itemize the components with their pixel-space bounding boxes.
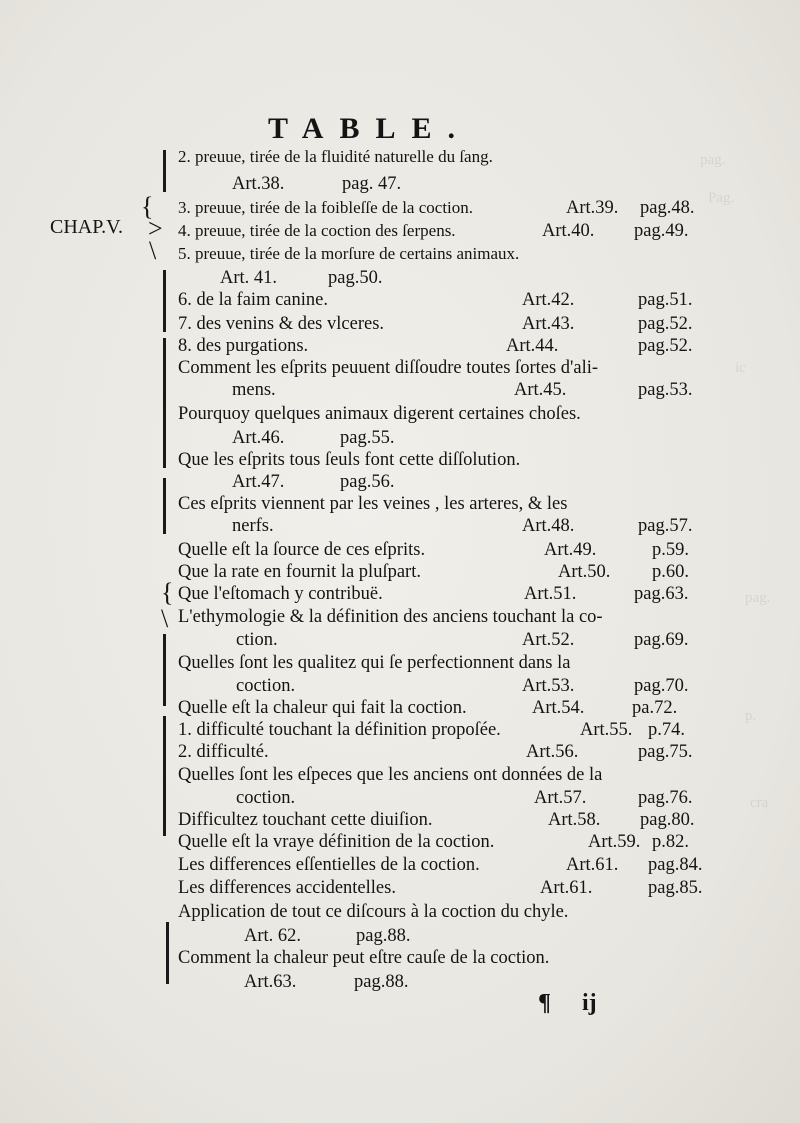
entry-page: p.74.: [648, 720, 685, 740]
entry-text: 8. des purgations.: [178, 336, 309, 356]
toc-entry: [178, 288, 718, 312]
entry-page: pag.52.: [638, 336, 693, 356]
entry-art: Art.47.: [232, 472, 285, 492]
entry-art: Art.42.: [522, 290, 575, 310]
toc-entry: [178, 786, 718, 810]
entry-page: pag.56.: [340, 472, 395, 492]
brace: \: [161, 604, 169, 633]
entry-art: Art.55.: [580, 720, 633, 740]
toc-entry: [218, 470, 758, 494]
entry-page: p.59.: [652, 540, 689, 560]
toc-entry: [178, 145, 718, 169]
entry-art: Art.48.: [522, 516, 575, 536]
toc-entry: [178, 696, 718, 720]
entry-text: 5. preuue, tirée de la morſure de certains animaux.: [178, 244, 520, 263]
toc-entry: [178, 242, 718, 266]
entry-text: Difficultez touchant cette diuiſion.: [178, 810, 433, 830]
entry-text: mens.: [232, 380, 276, 400]
entry-page: pag.48.: [640, 198, 695, 218]
entry-text: Comment la chaleur peut eſtre cauſe de la coction.: [178, 948, 550, 968]
entry-page: pag.75.: [638, 742, 693, 762]
brace: {: [161, 578, 174, 607]
entry-art: Art.51.: [524, 584, 577, 604]
entry-art: Art.56.: [526, 742, 579, 762]
entry-text: 3. preuue, tirée de la foibleſſe de la coction.: [178, 198, 474, 217]
entry-art: Art. 41.: [220, 268, 278, 288]
entry-text: 2. preuue, tirée de la fluidité naturelle du ſang.: [178, 147, 493, 166]
toc-entry: [178, 605, 718, 629]
toc-entry: [178, 492, 718, 516]
entry-page: pag.63.: [634, 584, 689, 604]
entry-art: Art.63.: [244, 972, 297, 992]
entry-art: Art.40.: [542, 221, 595, 241]
entry-art: Art.53.: [522, 676, 575, 696]
entry-text: coction.: [236, 676, 296, 696]
entry-page: pa.72.: [632, 698, 678, 718]
entry-text: Que les eſprits tous ſeuls font cette diſſolution.: [178, 450, 521, 470]
toc-entry: [178, 900, 718, 924]
bracket-rule: [163, 634, 166, 706]
entry-text: coction.: [236, 788, 296, 808]
entry-art: Art.46.: [232, 428, 285, 448]
entry-page: pag.57.: [638, 516, 693, 536]
entry-page: pag.85.: [648, 878, 703, 898]
entry-text: Quelles ſont les eſpeces que les anciens ont données de la: [178, 765, 603, 785]
entry-page: pag.84.: [648, 855, 703, 875]
entry-art: Art.38.: [232, 174, 285, 194]
entry-art: Art.45.: [514, 380, 567, 400]
entry-page: pag.52.: [638, 314, 693, 334]
toc-entry: [218, 172, 758, 196]
entry-text: Comment les eſprits peuuent diſſoudre toutes ſortes d'ali-: [178, 358, 599, 378]
entry-page: pag.50.: [328, 268, 383, 288]
entry-text: Ces eſprits viennent par les veines , les arteres, & les: [178, 494, 568, 514]
entry-art: Art.57.: [534, 788, 587, 808]
entry-art: Art.52.: [522, 630, 575, 650]
entry-art: Art.61.: [540, 878, 593, 898]
entry-page: pag.88.: [356, 926, 411, 946]
entry-page: pag.76.: [638, 788, 693, 808]
toc-entry: [218, 266, 758, 290]
bracket-rule: [163, 478, 166, 534]
page-title: TABLE.: [268, 112, 471, 145]
entry-text: 4. preuue, tirée de la coction des ſerpens.: [178, 221, 456, 240]
entry-text: L'ethymologie & la définition des anciens touchant la co-: [178, 607, 603, 627]
page: pag. Pag. ic pag. p. cra TABLE. CHAP.V. { > \ { \ 2. preuue, tirée de la fluidité naturelle du ſang. Art.38. pag. 47. 3. preuue, tirée de la foibleſſe de la coction. Art.39. pag.48. 4. preuue, tirée de la coction des ſerpens. Art.40. pag.49. 5. preuue, tirée de la morſure de certains animaux. Art. 41. pag.50. 6. de la faim canine. Art.42. pag.51. 7. des venins & des vlceres. Art.43. pag.52. 8. des purgations. Art.44. pag.52. Comment les eſprits peuuent diſſoudre toutes ſortes d'ali- mens. Art.45. pag.53. Pourquoy quelques animaux digerent certaines choſes. Art.46. pag.55. Que les eſprits tous ſeuls font cette diſſolution. Art.47. pag.56. Ces eſprits viennent par les veines , les arteres, & les nerfs. Art.48. pag.57. Quelle eſt la ſource de ces eſprits. Art.49. p.59. Que la rate en fournit la pluſpart. Art.50. p.60. Que l'eſtomach y contribuë. Art.51. pag.63. L'ethymologie & la définition des anciens touchant la co- ction. Art.52. pag.69. Quelles ſont les qualitez qui ſe perfectionnent dans la coction. Art.53. pag.70. Quelle eſt la chaleur qui fait la coction. Art.54. pa.72. 1. difficulté touchant la définition propoſée. Art.55. p.74. 2. difficulté. Art.56. pag.75. Quelles ſont les eſpeces que les anciens ont données de la coction. Art.57. pag.76. Difficultez touchant cette diuiſion. Art.58. pag.80. Quelle eſt la vraye définition de la coction. Art.59. p.82. Les differences eſſentielles de la coction. Art.61. pag.84. Les differences accidentelles. Art.61. pag.85. Application de tout ce diſcours à la coction du chyle. Art. 62. pag.88. Comment la chaleur peut eſtre cauſe de la coction. Art.63. pag.88. ¶ ij: [0, 0, 800, 1123]
toc-entry: [178, 740, 718, 764]
bracket-rule: [166, 922, 169, 984]
toc-entry: [178, 718, 718, 742]
entry-text: nerfs.: [232, 516, 274, 536]
toc-entry: [178, 946, 718, 970]
brace: \: [149, 236, 157, 265]
entry-art: Art.61.: [566, 855, 619, 875]
entry-page: pag.53.: [638, 380, 693, 400]
entry-art: Art.39.: [566, 198, 619, 218]
toc-entry: [178, 378, 718, 402]
entry-text: 6. de la faim canine.: [178, 290, 328, 310]
entry-art: Art. 62.: [244, 926, 302, 946]
entry-text: ction.: [236, 630, 278, 650]
entry-art: Art.43.: [522, 314, 575, 334]
toc-entry: [218, 426, 758, 450]
toc-entry: [218, 924, 758, 948]
bracket-rule: [163, 716, 166, 836]
entry-text: 1. difficulté touchant la définition propoſée.: [178, 720, 501, 740]
toc-entry: [178, 876, 718, 900]
chapter-label: CHAP.V.: [50, 216, 123, 238]
toc-entry: [178, 402, 718, 426]
brace: {: [141, 192, 154, 221]
toc-entry: [178, 853, 718, 877]
toc-entry: [178, 196, 718, 220]
toc-entry: [178, 538, 718, 562]
bracket-rule: [163, 338, 166, 468]
entry-page: p.82.: [652, 832, 689, 852]
toc-entry: [178, 334, 718, 358]
toc-entry: [178, 674, 718, 698]
entry-page: pag.69.: [634, 630, 689, 650]
entry-text: Pourquoy quelques animaux digerent certaines choſes.: [178, 404, 581, 424]
entry-page: pag. 47.: [342, 174, 402, 194]
entry-text: Les differences eſſentielles de la coction.: [178, 855, 480, 875]
entry-art: Art.44.: [506, 336, 559, 356]
entry-art: Art.50.: [558, 562, 611, 582]
toc-entry: [178, 651, 718, 675]
entry-art: Art.54.: [532, 698, 585, 718]
entry-text: Quelle eſt la ſource de ces eſprits.: [178, 540, 426, 560]
toc-entry: [178, 808, 718, 832]
toc-entry: [178, 312, 718, 336]
toc-entry: [178, 560, 718, 584]
entry-art: Art.58.: [548, 810, 601, 830]
entry-text: Quelle eſt la chaleur qui fait la coction.: [178, 698, 467, 718]
toc-entry: [178, 219, 718, 243]
entry-text: Que l'eſtomach y contribuë.: [178, 584, 383, 604]
entry-text: Quelle eſt la vraye définition de la coction.: [178, 832, 495, 852]
toc-entry: [178, 356, 718, 380]
entry-text: Les differences accidentelles.: [178, 878, 396, 898]
entry-page: pag.51.: [638, 290, 693, 310]
entry-text: 7. des venins & des vlceres.: [178, 314, 385, 334]
entry-page: pag.88.: [354, 972, 409, 992]
entry-text: Que la rate en fournit la pluſpart.: [178, 562, 421, 582]
toc-entry: [178, 448, 718, 472]
toc-entry: [218, 970, 758, 994]
toc-entry: [178, 628, 718, 652]
toc-entry: [178, 514, 718, 538]
entry-art: Art.59.: [588, 832, 641, 852]
entry-text: Quelles ſont les qualitez qui ſe perfectionnent dans la: [178, 653, 571, 673]
entry-page: pag.49.: [634, 221, 689, 241]
entry-page: pag.55.: [340, 428, 395, 448]
entry-page: pag.80.: [640, 810, 695, 830]
entry-art: Art.49.: [544, 540, 597, 560]
entry-page: p.60.: [652, 562, 689, 582]
toc-entry: [178, 582, 718, 606]
signature-mark: ¶: [538, 990, 551, 1016]
entry-text: 2. difficulté.: [178, 742, 269, 762]
bracket-rule: [163, 150, 166, 192]
brace: >: [148, 214, 163, 243]
toc-entry: [178, 763, 718, 787]
entry-page: pag.70.: [634, 676, 689, 696]
toc-entry: [178, 830, 718, 854]
entry-text: Application de tout ce diſcours à la coction du chyle.: [178, 902, 569, 922]
signature-label: ij: [582, 990, 597, 1016]
bracket-rule: [163, 270, 166, 332]
